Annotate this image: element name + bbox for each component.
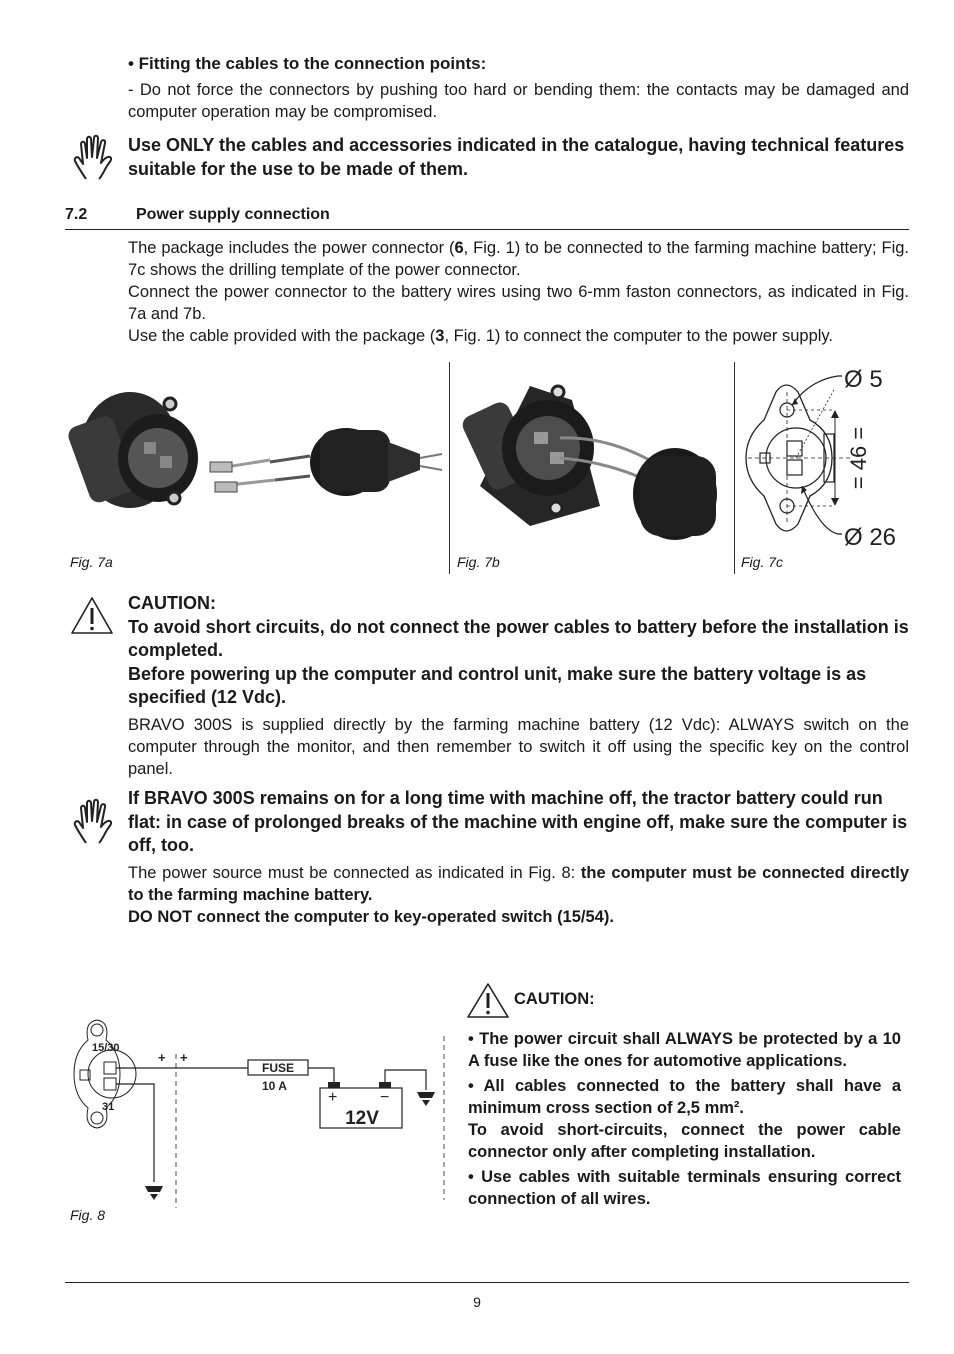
battery-minus: − [380,1089,390,1106]
fuse-rating-label: 10 A [262,1079,287,1093]
section-title: Power supply connection [136,206,330,223]
caution2-note: To avoid short-circuits, connect the power cable connector only after completing installation. [468,1121,901,1161]
warning-icon [466,982,510,1020]
footer-rule [65,1282,909,1283]
fitting-text: - Do not force the connectors by pushing too hard or bending them: the contacts may be damaged and computer operation may be compromised. [128,81,909,121]
power-connector-photo [70,380,445,520]
fig7a-caption: Fig. 7a [70,554,113,570]
terminal-1530-label: 15/30 [92,1042,120,1054]
caution2-bullet: • The power circuit shall ALWAYS be protected by a 10 A fuse like the ones for automotive applications. [468,1030,901,1070]
plus-mark: + [180,1050,188,1065]
caution2-bullet: • All cables connected to the battery shall have a minimum cross section of 2,5 mm². [468,1077,901,1117]
fig8-caption: Fig. 8 [70,1207,106,1223]
diameter-26-label: Ø 26 [844,524,897,551]
plus-mark: + [158,1050,166,1065]
figure-divider [449,362,450,574]
bravo-text: BRAVO 300S is supplied directly by the farming machine battery (12 Vdc): ALWAYS switch on the computer through the monitor, and then remember to switch it off using the specific key on the control panel. [128,716,909,778]
drilling-template-drawing [740,362,915,552]
connected-connector-photo [460,376,722,548]
ground-icon [145,1186,163,1200]
hand-stop-icon [72,797,120,847]
intro-text: The package includes the power connector (6, Fig. 1) to be connected to the farming machine battery; Fig. 7c shows the drilling template of the power connector. Connect the power connector to the battery wires using two 6-mm faston connectors, as indicated in Fig. 7a and 7b. Use the cable provided with the package (3, Fig. 1) to connect the computer to the power supply. [128,239,909,345]
caution2-title: CAUTION: [514,990,595,1008]
caution2-list [468,1028,901,1210]
battery-plus: + [328,1089,338,1106]
caution2-bullet: • Use cables with suitable terminals ensuring correct connection of all wires. [468,1168,901,1208]
section-rule [65,229,909,230]
diameter-5-label: Ø 5 [844,366,883,393]
section-number: 7.2 [65,206,88,223]
warning-icon [70,596,114,636]
fuse-label: FUSE [261,1061,295,1075]
note-catalogue: Use ONLY the cables and accessories indicated in the catalogue, having technical features suitable for the use to be made of them. [128,135,905,179]
terminal-31-label: 31 [102,1101,115,1113]
wiring-diagram [66,1018,446,1208]
hand-stop-icon [72,133,120,183]
distance-46-label: = 46 = [845,426,871,490]
page-number: 9 [473,1294,481,1310]
fig7c-caption: Fig. 7c [741,554,784,570]
fitting-heading: • Fitting the cables to the connection points: [128,54,487,73]
power-source-text: The power source must be connected as indicated in Fig. 8: the computer must be connected directly to the farming machine battery. DO NOT connect the computer to key-operated switch (15/54). [128,864,909,926]
caution1-block: CAUTION: To avoid short circuits, do not connect the power cables to battery before the installation is completed. Before powering up the computer and control unit, make sure the battery voltage is as specified (12 Vdc). [128,593,909,707]
note-battery-flat: If BRAVO 300S remains on for a long time with machine off, the tractor battery could run flat: in case of prolonged breaks of the machine with engine off, make sure the computer is off, too. [128,788,908,855]
battery-voltage-label: 12V [345,1108,379,1129]
figure-divider [734,362,735,574]
fig7b-caption: Fig. 7b [457,554,500,570]
ground-icon [417,1092,435,1106]
